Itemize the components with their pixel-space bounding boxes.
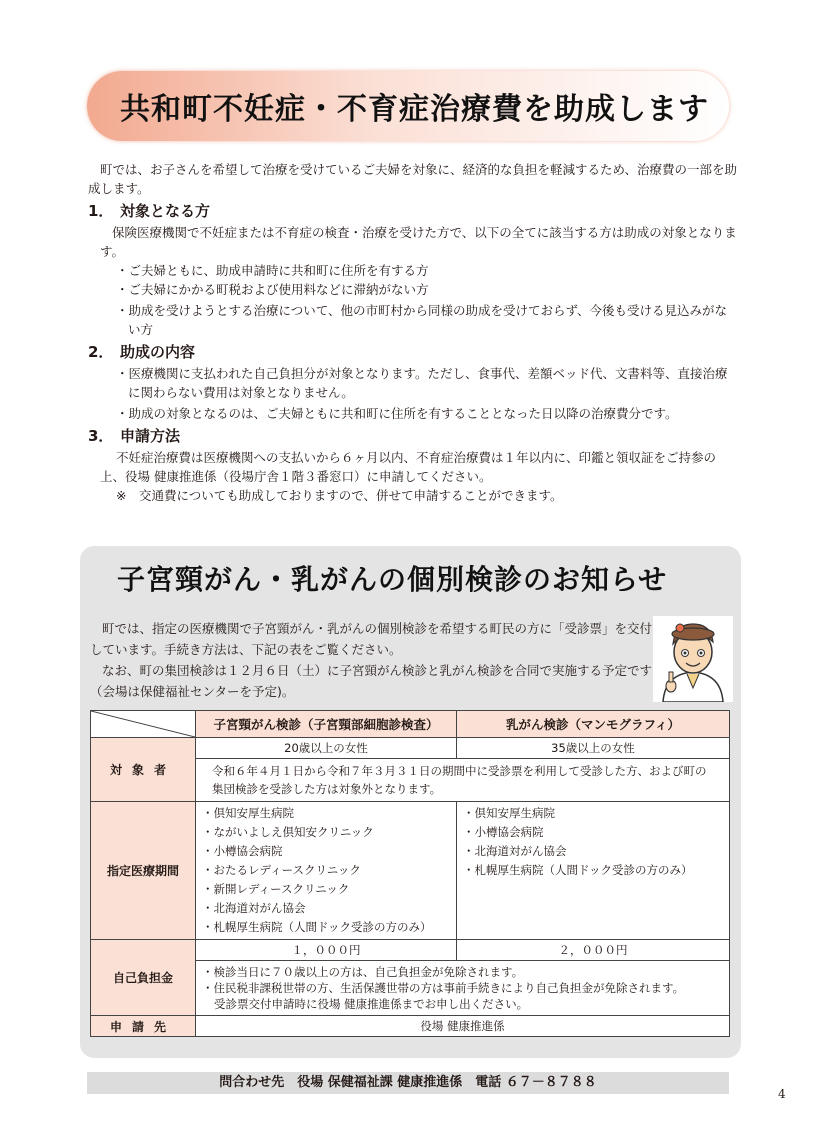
doctor-mascot-icon xyxy=(653,616,733,702)
diagonal-line-icon xyxy=(91,711,195,737)
list-item: ・倶知安厚生病院 xyxy=(463,806,555,820)
infertility-intro: 町では、お子さんを希望して治療を受けているご夫婦を対象に、経済的な負担を軽減するため、治療費の一部を助成します。 xyxy=(88,162,738,196)
screening-intro xyxy=(90,618,658,702)
heading-number: 2． xyxy=(88,343,114,361)
infertility-section xyxy=(88,160,738,505)
table-header-row xyxy=(91,711,730,738)
list-item: ・新開レディースクリニック xyxy=(202,882,350,896)
heading-eligibility xyxy=(88,201,738,221)
cost-breast: ２，０００円 xyxy=(457,940,730,961)
list-item: ・ながいよしえ倶知安クリニック xyxy=(202,825,374,839)
heading-number: 3． xyxy=(88,427,114,445)
list-item: ・小樽協会病院 xyxy=(463,825,544,839)
column-header-cervical: 子宮頸がん検診（子宮頸部細胞診検査） xyxy=(196,711,457,738)
row-header-cost: 自己負担金 xyxy=(91,940,196,1016)
screening-intro-paragraph: なお、町の集団検診は１２月６日（土）に子宮頸がん検診と乳がん検診を合同で実施する予定です（会場は保健福祉センターを予定)。 xyxy=(90,663,653,699)
list-item: ・札幌厚生病院（人間ドック受診の方のみ） xyxy=(463,863,693,877)
cost-note: 受診票交付申請時に役場 健康推進係までお申し出ください。 xyxy=(214,997,529,1011)
hospital-list xyxy=(202,802,450,939)
target-cervical: 20歳以上の女性 xyxy=(196,738,457,759)
table-row xyxy=(91,1016,730,1037)
cost-cervical: １，０００円 xyxy=(196,940,457,961)
hospitals-breast xyxy=(457,802,730,940)
list-item: ・おたるレディースクリニック xyxy=(202,863,361,877)
row-header-hospitals: 指定医療期間 xyxy=(91,802,196,940)
list-item: ・倶知安厚生病院 xyxy=(202,806,294,820)
list-item: ・小樽協会病院 xyxy=(202,844,283,858)
mascot-illustration xyxy=(653,616,733,702)
cost-note: ・住民税非課税世帯の方、生活保護世帯の方は事前手続きにより自己負担金が免除されます。 xyxy=(202,981,685,995)
target-note: 令和６年４月１日から令和７年３月３１日の期間中に受診票を利用して受診した方、および町の集団検診を受診した方は対象外となります。 xyxy=(196,759,730,802)
cost-note: ・検診当日に７０歳以上の方は、自己負担金が免除されます。 xyxy=(202,965,524,979)
apply-to: 役場 健康推進係 xyxy=(196,1016,730,1037)
heading-application xyxy=(88,426,738,446)
list-item: ・札幌厚生病院（人間ドック受診の方のみ） xyxy=(202,920,432,934)
table-corner-cell xyxy=(91,711,196,738)
eligibility-bullet: ・ご夫婦にかかる町税および使用料などに滞納がない方 xyxy=(116,282,429,297)
hospital-list xyxy=(463,802,723,882)
screening-title: 子宮頸がん・乳がんの個別検診のお知らせ xyxy=(117,563,668,596)
heading-text: 申請方法 xyxy=(120,427,181,445)
notice-banner-infertility xyxy=(87,71,729,141)
cancer-screening-panel xyxy=(80,546,741,1058)
row-header-target: 対象者 xyxy=(91,738,196,802)
heading-text: 助成の内容 xyxy=(120,343,196,361)
heading-content xyxy=(88,342,738,362)
infertility-title: 共和町不妊症・不育症治療費を助成します xyxy=(120,92,709,127)
screening-table xyxy=(90,710,730,1037)
content-bullet: ・助成の対象となるのは、ご夫婦ともに共和町に住所を有することとなった日以降の治療費分です。 xyxy=(116,406,678,421)
column-header-breast: 乳がん検診（マンモグラフィ） xyxy=(457,711,730,738)
row-header-apply: 申請先 xyxy=(91,1016,196,1037)
screening-intro-paragraph: 町では、指定の医療機関で子宮頸がん・乳がんの個別検診を希望する町民の方に「受診票」を交付しています。手続き方法は、下記の表をご覧ください。 xyxy=(90,621,653,657)
contact-footer: 問合わせ先 役場 保健福祉課 健康推進係 電話 ６７－８７８８ xyxy=(87,1072,729,1094)
list-item: ・北海道対がん協会 xyxy=(202,901,306,915)
heading-text: 対象となる方 xyxy=(120,202,211,220)
table-row xyxy=(91,940,730,961)
content-bullet: ・医療機関に支払われた自己負担分が対象となります。ただし、食事代、差額ベッド代、文書料等、直接治療に関わらない費用は対象となりません。 xyxy=(116,366,728,400)
page-number: 4 xyxy=(778,1087,786,1101)
table-row xyxy=(91,802,730,940)
application-note: ※ 交通費についても助成しておりますので、併せて申請することができます。 xyxy=(116,488,563,503)
eligibility-text: 保険医療機関で不妊症または不育症の検査・治療を受けた方で、以下の全てに該当する方は助成の対象となります。 xyxy=(100,225,737,259)
eligibility-bullet: ・ご夫婦ともに、助成申請時に共和町に住所を有する方 xyxy=(116,263,429,278)
heading-number: 1． xyxy=(88,202,114,220)
application-text: 不妊症治療費は医療機関への支払いから６ヶ月以内、不育症治療費は１年以内に、印鑑と領収証をご持参の上、役場 健康推進係（役場庁舎１階３番窓口）に申請してください。 xyxy=(100,450,717,484)
hospitals-cervical xyxy=(196,802,457,940)
target-breast: 35歳以上の女性 xyxy=(457,738,730,759)
list-item: ・北海道対がん協会 xyxy=(463,844,567,858)
eligibility-bullet: ・助成を受けようとする治療について、他の市町村から同様の助成を受けておらず、今後も受ける見込みがない方 xyxy=(116,303,728,337)
table-row xyxy=(91,738,730,759)
cost-notes xyxy=(196,961,730,1016)
